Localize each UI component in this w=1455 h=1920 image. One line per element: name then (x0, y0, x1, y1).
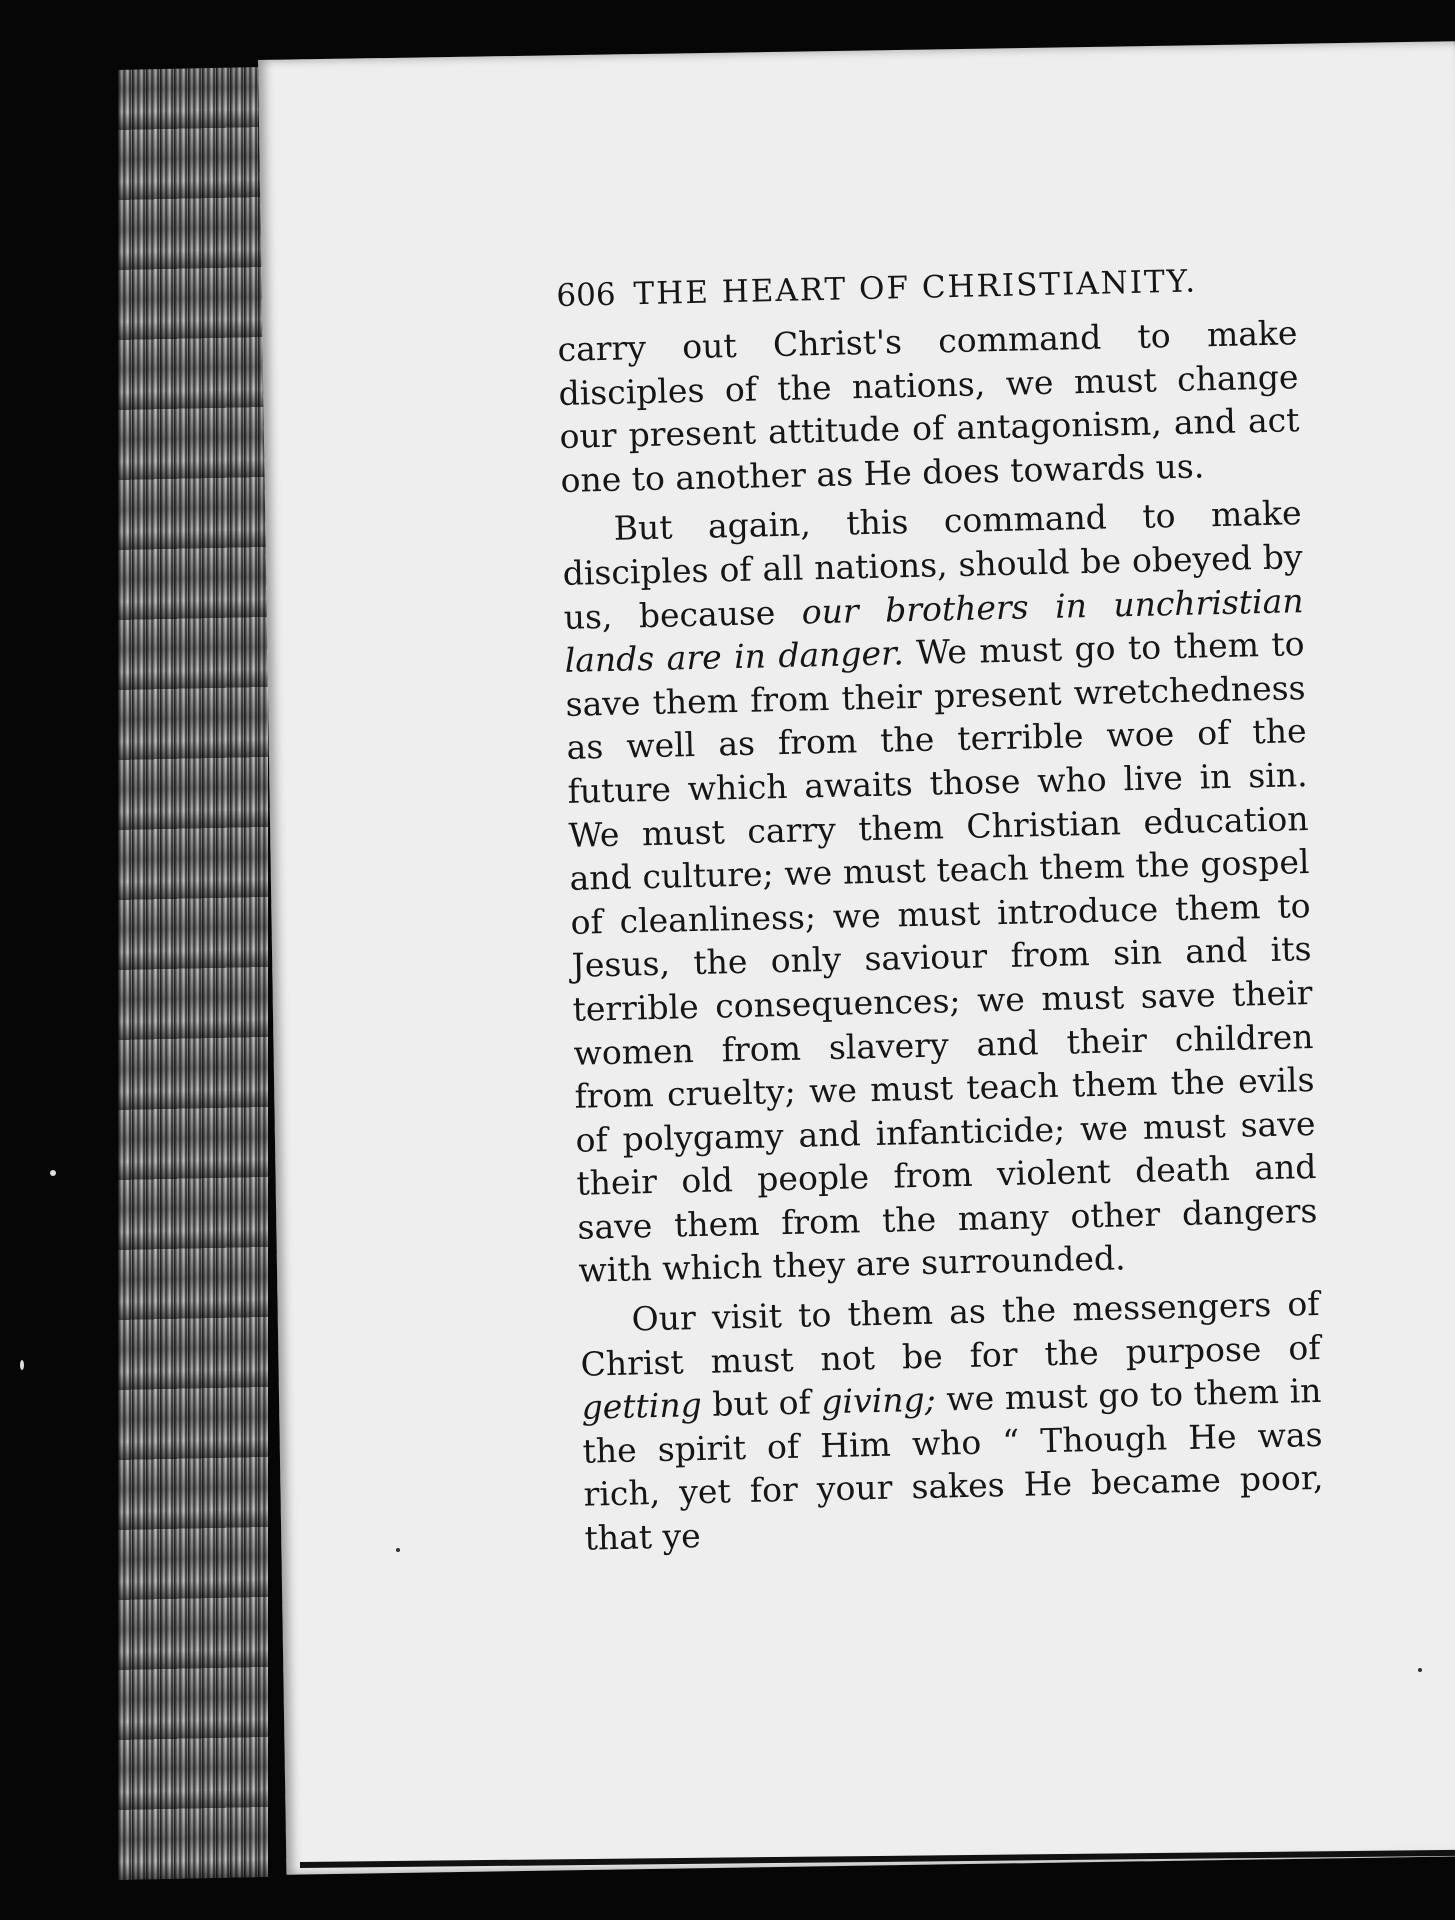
scan-speck (50, 1170, 56, 1176)
paragraph-text: carry out Christ's command to make disciples of the nations, we must change our present attitude of antagonism, and act one to another as He does towards us. (557, 313, 1300, 500)
scan-speck (396, 1548, 400, 1552)
paragraph-text: Our visit to them as the messengers of Christ must not be for the purpose of (580, 1284, 1321, 1384)
paragraph-text: But again, this command to make disciples of all nations, should be obeyed by us, because (562, 493, 1303, 637)
paragraph-text: but of (701, 1382, 822, 1425)
paragraph-text: we must go to them in the spirit of Him who “ Though He was rich, yet for your sakes He became poor, that ye (582, 1371, 1324, 1558)
running-head-title: THE HEART OF CHRISTIANITY. (633, 263, 1198, 313)
paragraph (579, 1282, 1325, 1560)
italic-emphasis: giving; (820, 1379, 937, 1422)
page-text-block (556, 261, 1325, 1560)
paragraph-continued (557, 311, 1301, 502)
book-fore-edge (118, 67, 268, 1880)
paragraph-text: We must go to them to save them from their present wretchedness as well as from the terrible woe of the future which awaits those who live in sin. We must carry them Christian education and culture; we must teach them the gospel of cleanliness; we must introduce them to Jesus, the only saviour from sin and its terrible consequences; we must save their women from slavery and their children from cruelty; we must teach them the evils of polygamy and infanticide; we must save their old people from violent death and save them from the many other dangers with which they are surrounded. (565, 624, 1318, 1291)
italic-emphasis: our brothers in unchristian lands are in danger. (564, 580, 1304, 681)
scan-speck (20, 1360, 24, 1370)
page-number: 606 (556, 276, 616, 314)
italic-emphasis: getting (581, 1385, 703, 1427)
scan-speck (1418, 1668, 1422, 1672)
paragraph (561, 492, 1319, 1293)
